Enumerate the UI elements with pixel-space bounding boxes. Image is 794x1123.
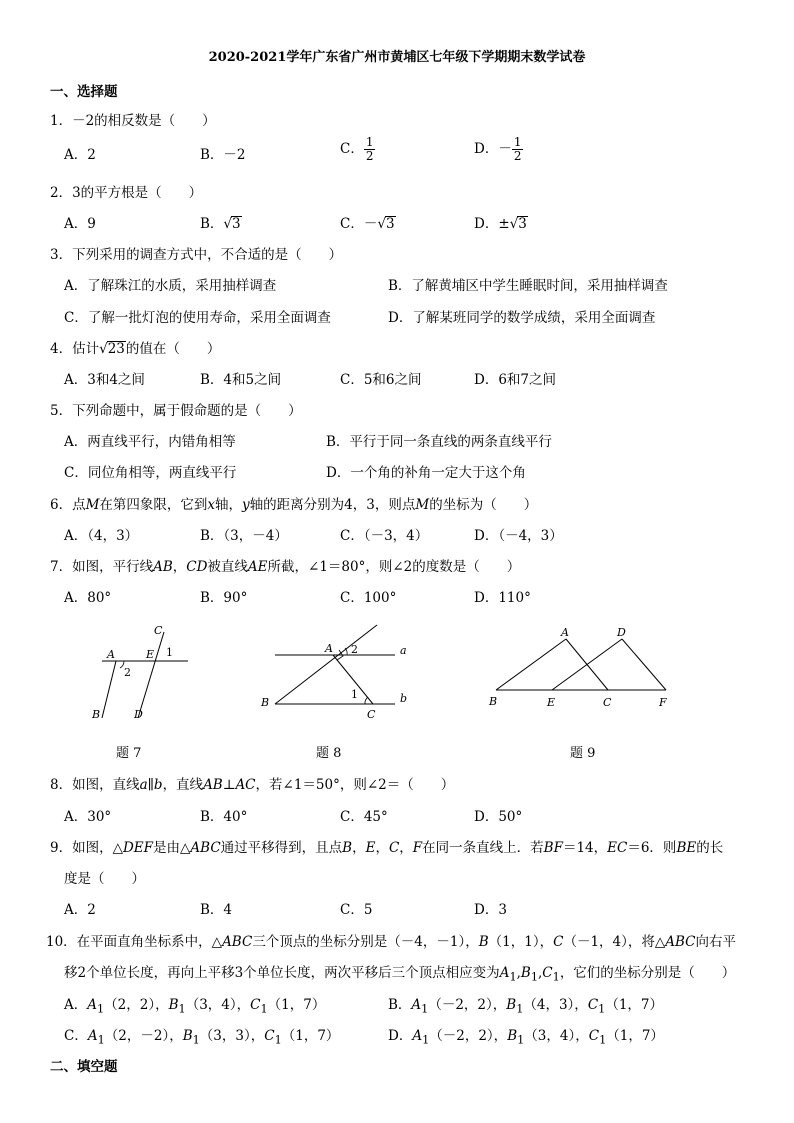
var: AB bbox=[203, 777, 223, 793]
text: A． bbox=[64, 997, 88, 1013]
q2-option-a: A．9 bbox=[64, 216, 96, 232]
text: （3，4）， bbox=[185, 997, 251, 1013]
question-4 bbox=[50, 337, 220, 357]
var: AE bbox=[247, 559, 268, 575]
var: C bbox=[250, 997, 261, 1013]
side-de bbox=[552, 639, 622, 690]
q1-option-a: A．2 bbox=[64, 147, 96, 163]
parallel-symbol: ∥ bbox=[147, 777, 154, 793]
text: 10．在平面直角坐标系中，△ bbox=[46, 934, 223, 950]
label-angle-2: 2 bbox=[124, 666, 131, 679]
text: 7．如图，平行线 bbox=[50, 559, 154, 575]
subscript: 1 bbox=[599, 1033, 607, 1047]
var: B bbox=[182, 1028, 193, 1044]
q1-option-d-fraction bbox=[512, 136, 524, 163]
label-f: F bbox=[659, 696, 667, 709]
var: ABC bbox=[190, 840, 221, 856]
label-a: A bbox=[561, 626, 569, 639]
var: a bbox=[139, 777, 148, 793]
text: （1，1）， bbox=[488, 934, 554, 950]
text: （2，－2）， bbox=[104, 1028, 183, 1044]
question-9-line-2: 度是（ ） bbox=[64, 871, 145, 887]
subscript: 1 bbox=[178, 1002, 186, 1016]
q1-option-c bbox=[340, 136, 375, 163]
var: BE bbox=[676, 840, 697, 856]
label-c-point: C bbox=[367, 708, 376, 721]
radicand: 3 bbox=[232, 216, 241, 232]
figure-8-caption: 题 8 bbox=[316, 746, 342, 761]
sqrt-sign: √ bbox=[377, 216, 386, 232]
var: y bbox=[242, 497, 250, 513]
var: EC bbox=[607, 840, 628, 856]
var: C bbox=[264, 1028, 275, 1044]
fraction-numerator: 1 bbox=[365, 135, 374, 149]
subscript: 1 bbox=[517, 1033, 525, 1047]
var: E bbox=[365, 840, 376, 856]
label-e: E bbox=[547, 696, 556, 709]
text: ，直线 bbox=[162, 777, 204, 793]
q3-option-c: C．了解一批灯泡的使用寿命，采用全面调查 bbox=[64, 310, 331, 326]
q5-option-c: C．同位角相等，两直线平行 bbox=[64, 465, 237, 481]
line-ab bbox=[275, 625, 377, 704]
text: 是由△ bbox=[153, 840, 191, 856]
section-heading-fill-in: 二、填空题 bbox=[50, 1059, 118, 1075]
question-1: 1．－2的相反数是（ ） bbox=[50, 113, 216, 129]
var: B bbox=[478, 934, 489, 950]
sqrt-sign: √ bbox=[223, 216, 233, 232]
question-5: 5．下列命题中，属于假命题的是（ ） bbox=[50, 403, 302, 419]
q1-option-c-prefix: C． bbox=[340, 141, 364, 157]
q2-option-c bbox=[340, 212, 396, 232]
text: D． bbox=[388, 1028, 413, 1044]
question-2: 2．3的平方根是（ ） bbox=[50, 185, 203, 201]
q5-option-a: A．两直线平行，内错角相等 bbox=[64, 434, 236, 450]
text: ， bbox=[172, 559, 187, 575]
var: CD bbox=[186, 559, 208, 575]
side-ab bbox=[496, 639, 566, 690]
figure-9-caption: 题 9 bbox=[570, 746, 596, 761]
q1-option-b: B．－2 bbox=[200, 147, 246, 163]
text: ，若∠1＝50°，则∠2＝（ ） bbox=[255, 777, 455, 793]
question-8 bbox=[50, 773, 454, 793]
fraction-denominator: 2 bbox=[513, 149, 522, 163]
text: 的长 bbox=[696, 840, 724, 856]
var: B bbox=[520, 965, 531, 981]
text: 移2个单位长度，再向上平移3个单位长度，两次平移后三个顶点相应变为 bbox=[64, 965, 500, 981]
page-title: 2020-2021学年广东省广州市黄埔区七年级下学期期末数学试卷 bbox=[208, 50, 586, 65]
subscript: 1 bbox=[421, 1002, 429, 1016]
subscript: 1 bbox=[516, 1002, 524, 1016]
q4-option-c: C．5和6之间 bbox=[340, 372, 422, 388]
var: C bbox=[587, 997, 599, 1013]
sqrt-sign: √ bbox=[99, 341, 108, 357]
var: B bbox=[507, 1028, 518, 1044]
var: ABC bbox=[222, 934, 253, 950]
text: ， bbox=[375, 840, 389, 856]
text: （1，7） bbox=[281, 1028, 340, 1044]
label-angle-1: 1 bbox=[166, 646, 173, 659]
q4-prefix: 4．估计 bbox=[50, 341, 100, 357]
var: A bbox=[87, 997, 97, 1013]
label-e: E bbox=[146, 648, 155, 661]
label-a: A bbox=[107, 648, 115, 661]
q7-option-b: B．90° bbox=[200, 590, 248, 606]
text: （4，3）， bbox=[523, 997, 588, 1013]
label-line-a: a bbox=[400, 644, 407, 657]
subscript: 1 bbox=[97, 1033, 105, 1047]
q6-option-c: C．（－3，4） bbox=[340, 528, 429, 544]
var: M bbox=[415, 497, 430, 513]
var: DEF bbox=[122, 840, 154, 856]
text: 轴， bbox=[215, 497, 243, 513]
radicand: 23 bbox=[107, 341, 125, 357]
text: （3，3）， bbox=[199, 1028, 265, 1044]
var: b bbox=[153, 777, 163, 793]
subscript: 1 bbox=[192, 1033, 200, 1047]
q9-option-d: D．3 bbox=[474, 902, 507, 918]
text: （－2，2）， bbox=[428, 997, 507, 1013]
subscript: 1 bbox=[97, 1002, 105, 1016]
text: 的坐标为（ ） bbox=[429, 497, 538, 513]
text: （1，7） bbox=[605, 997, 664, 1013]
label-b: B bbox=[489, 695, 498, 708]
q5-option-d: D．一个角的补角一定大于这个角 bbox=[326, 465, 526, 481]
q3-option-b: B．了解黄埔区中学生睡眠时间，采用抽样调查 bbox=[388, 278, 668, 294]
var: F bbox=[412, 840, 423, 856]
q2-option-b-prefix: B． bbox=[200, 216, 224, 232]
subscript: 1 bbox=[422, 1033, 430, 1047]
label-b: B bbox=[92, 708, 101, 721]
var: C bbox=[388, 840, 400, 856]
q2-option-b bbox=[200, 212, 242, 232]
subscript: 1 bbox=[552, 970, 560, 984]
label-angle-1: 1 bbox=[351, 688, 358, 701]
q9-option-a: A．2 bbox=[64, 902, 96, 918]
text: （1，7） bbox=[606, 1028, 664, 1044]
line-cd bbox=[138, 632, 164, 718]
figure-8 bbox=[255, 618, 415, 726]
text: 轴的距离分别为4，3，则点 bbox=[249, 497, 416, 513]
text: 所截，∠1＝80°，则∠2的度数是（ ） bbox=[267, 559, 521, 575]
var: BF bbox=[543, 840, 563, 856]
var: A bbox=[499, 965, 510, 981]
text: （2，2）， bbox=[104, 997, 169, 1013]
q4-option-d: D．6和7之间 bbox=[474, 372, 557, 388]
text: （1，7） bbox=[267, 997, 326, 1013]
text: B． bbox=[388, 997, 412, 1013]
subscript: 1 bbox=[260, 1002, 268, 1016]
q4-option-b: B．4和5之间 bbox=[200, 372, 282, 388]
q3-option-d: D．了解某班同学的数学成绩，采用全面调查 bbox=[388, 310, 656, 326]
subscript: 1 bbox=[598, 1002, 606, 1016]
label-c: C bbox=[154, 624, 163, 637]
label-b-point: B bbox=[261, 696, 270, 709]
text: ， bbox=[399, 840, 413, 856]
q7-option-d: D．110° bbox=[474, 590, 531, 606]
subscript: 1 bbox=[530, 970, 538, 984]
q3-option-a: A．了解珠江的水质，采用抽样调查 bbox=[64, 278, 277, 294]
q1-option-d bbox=[474, 136, 523, 163]
q6-option-b: B．（3，－4） bbox=[200, 528, 288, 544]
label-d: D bbox=[134, 708, 143, 721]
label-angle-2: 2 bbox=[351, 643, 358, 656]
var: A bbox=[87, 1028, 98, 1044]
q8-option-d: D．50° bbox=[474, 809, 523, 825]
q9-option-c: C．5 bbox=[340, 902, 373, 918]
var: B bbox=[342, 840, 353, 856]
label-d: D bbox=[617, 626, 626, 639]
text: ＝6．则 bbox=[627, 840, 677, 856]
q1-option-c-fraction bbox=[364, 136, 376, 163]
text: 通过平移得到，且点 bbox=[220, 840, 343, 856]
question-7 bbox=[50, 555, 520, 575]
figure-7-caption: 题 7 bbox=[116, 746, 142, 761]
q8-option-c: C．45° bbox=[340, 809, 388, 825]
var: A bbox=[412, 1028, 423, 1044]
var: x bbox=[207, 497, 216, 513]
fraction-numerator: 1 bbox=[513, 135, 522, 149]
q10-option-d bbox=[388, 1024, 664, 1047]
q8-option-a: A．30° bbox=[64, 809, 112, 825]
var: C bbox=[588, 1028, 600, 1044]
text: 在同一条直线上．若 bbox=[422, 840, 544, 856]
q6-option-d: D．（－4，3） bbox=[474, 528, 563, 544]
q2-option-d bbox=[474, 212, 528, 232]
var: AC bbox=[235, 777, 256, 793]
q5-option-b: B．平行于同一条直线的两条直线平行 bbox=[326, 434, 552, 450]
question-10-line-2: 移2个单位长度，再向上平移3个单位长度，两次平移后三个顶点相应变为$A_1,B_1,C_1$，它们的坐标分别是（ ） bbox=[64, 965, 736, 984]
q7-option-c: C．100° bbox=[340, 590, 397, 606]
var: B bbox=[506, 997, 517, 1013]
radicand: 3 bbox=[385, 216, 395, 232]
var: C bbox=[542, 965, 553, 981]
q4-suffix: 的值在（ ） bbox=[125, 341, 221, 357]
text: ，它们的坐标分别是（ ） bbox=[559, 965, 736, 981]
text: ＝14， bbox=[562, 840, 608, 856]
q2-option-c-prefix: C．－ bbox=[340, 216, 378, 232]
q7-option-a: A．80° bbox=[64, 590, 112, 606]
q10-option-c bbox=[64, 1024, 339, 1047]
fraction-denominator: 2 bbox=[365, 149, 374, 163]
q8-option-b: B．40° bbox=[200, 809, 248, 825]
text: （3，4）， bbox=[524, 1028, 589, 1044]
q2-option-d-prefix: D．± bbox=[474, 216, 510, 232]
text: ， bbox=[352, 840, 366, 856]
radicand: 3 bbox=[518, 216, 527, 232]
q1-option-d-prefix: D．－ bbox=[474, 141, 512, 157]
q9-option-b: B．4 bbox=[200, 902, 233, 918]
q10-option-a bbox=[64, 993, 325, 1016]
subscript: 1 bbox=[274, 1033, 282, 1047]
var: C bbox=[553, 934, 564, 950]
text: 6．点 bbox=[50, 497, 86, 513]
question-6 bbox=[50, 493, 537, 513]
line-ab bbox=[102, 661, 116, 718]
section-heading-choice: 一、选择题 bbox=[50, 84, 118, 100]
var: B bbox=[168, 997, 179, 1013]
figure-9 bbox=[484, 618, 684, 718]
text: 三个顶点的坐标分别是（－4，－1）， bbox=[252, 934, 479, 950]
label-c: C bbox=[603, 696, 612, 709]
text: （－1，4），将△ bbox=[563, 934, 666, 950]
perp-symbol: ⊥ bbox=[222, 777, 236, 793]
var: ABC bbox=[665, 934, 696, 950]
text: 8．如图，直线 bbox=[50, 777, 140, 793]
text: 9．如图，△ bbox=[50, 840, 123, 856]
question-9 bbox=[50, 836, 723, 856]
q6-option-a: A．（4，3） bbox=[64, 528, 139, 544]
label-line-b: b bbox=[400, 692, 408, 705]
text: 被直线 bbox=[207, 559, 248, 575]
q10-option-b bbox=[388, 993, 663, 1016]
label-a-point: A bbox=[325, 642, 333, 655]
var: AB bbox=[153, 559, 173, 575]
side-df bbox=[622, 639, 666, 690]
question-3: 3．下列采用的调查方式中，不合适的是（ ） bbox=[50, 247, 343, 263]
var: A bbox=[411, 997, 422, 1013]
var: M bbox=[85, 497, 100, 513]
q4-option-a: A．3和4之间 bbox=[64, 372, 145, 388]
text: 在第四象限，它到 bbox=[99, 497, 208, 513]
subscript: 1 bbox=[509, 970, 517, 984]
question-10 bbox=[46, 930, 736, 950]
text: （－2，2）， bbox=[429, 1028, 508, 1044]
figure-7 bbox=[80, 618, 200, 726]
text: C． bbox=[64, 1028, 88, 1044]
text: 向右平 bbox=[695, 934, 737, 950]
sqrt-sign: √ bbox=[509, 216, 519, 232]
